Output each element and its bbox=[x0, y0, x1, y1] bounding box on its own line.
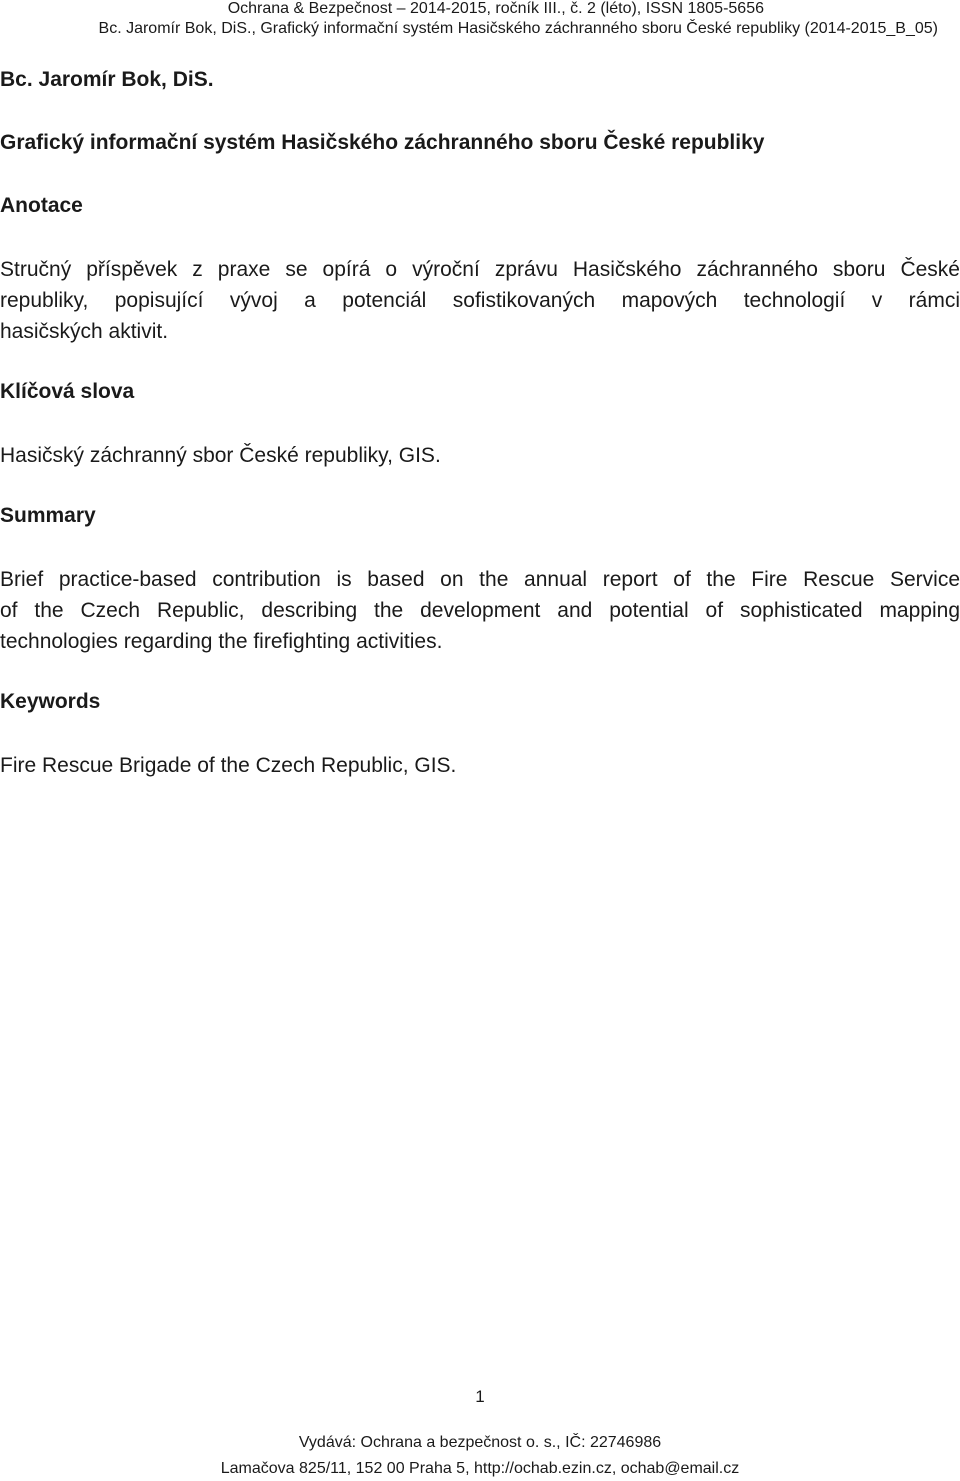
summary-heading: Summary bbox=[0, 504, 96, 527]
summary-line: Brief practice-based contribution is based on the annual report of the Fire Rescue Service bbox=[0, 568, 960, 591]
article-title: Grafický informační systém Hasičského záchranného sboru České republiky bbox=[0, 131, 765, 154]
anotace-paragraph bbox=[0, 254, 960, 347]
running-header-journal: Ochrana & Bezpečnost – 2014-2015, ročník III., č. 2 (léto), ISSN 1805-5656 bbox=[227, 0, 764, 17]
summary-line: of the Czech Republic, describing the development and potential of sophisticated mapping bbox=[0, 599, 960, 622]
anotace-line: republiky, popisující vývoj a potenciál sofistikovaných mapových technologií v rámci bbox=[0, 289, 960, 312]
summary-line: technologies regarding the firefighting activities. bbox=[0, 630, 443, 653]
page-number: 1 bbox=[475, 1387, 485, 1406]
klicova-slova-heading: Klíčová slova bbox=[0, 380, 135, 403]
running-header-article: Bc. Jaromír Bok, DiS., Grafický informační systém Hasičského záchranného sboru České republiky (2014-2015_B_05) bbox=[98, 20, 938, 37]
footer-address: Lamačova 825/11, 152 00 Praha 5, http://ochab.ezin.cz, ochab@email.cz bbox=[220, 1460, 740, 1477]
author-name: Bc. Jaromír Bok, DiS. bbox=[0, 68, 214, 91]
anotace-line: Stručný příspěvek z praxe se opírá o výroční zprávu Hasičského záchranného sboru České bbox=[0, 258, 960, 281]
footer-publisher: Vydává: Ochrana a bezpečnost o. s., IČ: 22746986 bbox=[298, 1434, 662, 1451]
keywords-text bbox=[0, 750, 960, 781]
klicova-slova-text bbox=[0, 440, 960, 471]
anotace-line: hasičských aktivit. bbox=[0, 320, 169, 343]
summary-paragraph bbox=[0, 564, 960, 657]
keywords-line: Fire Rescue Brigade of the Czech Republic, GIS. bbox=[0, 754, 457, 777]
keywords-heading: Keywords bbox=[0, 690, 101, 713]
anotace-heading: Anotace bbox=[0, 194, 83, 217]
klicova-slova-line: Hasičský záchranný sbor České republiky, GIS. bbox=[0, 444, 441, 467]
